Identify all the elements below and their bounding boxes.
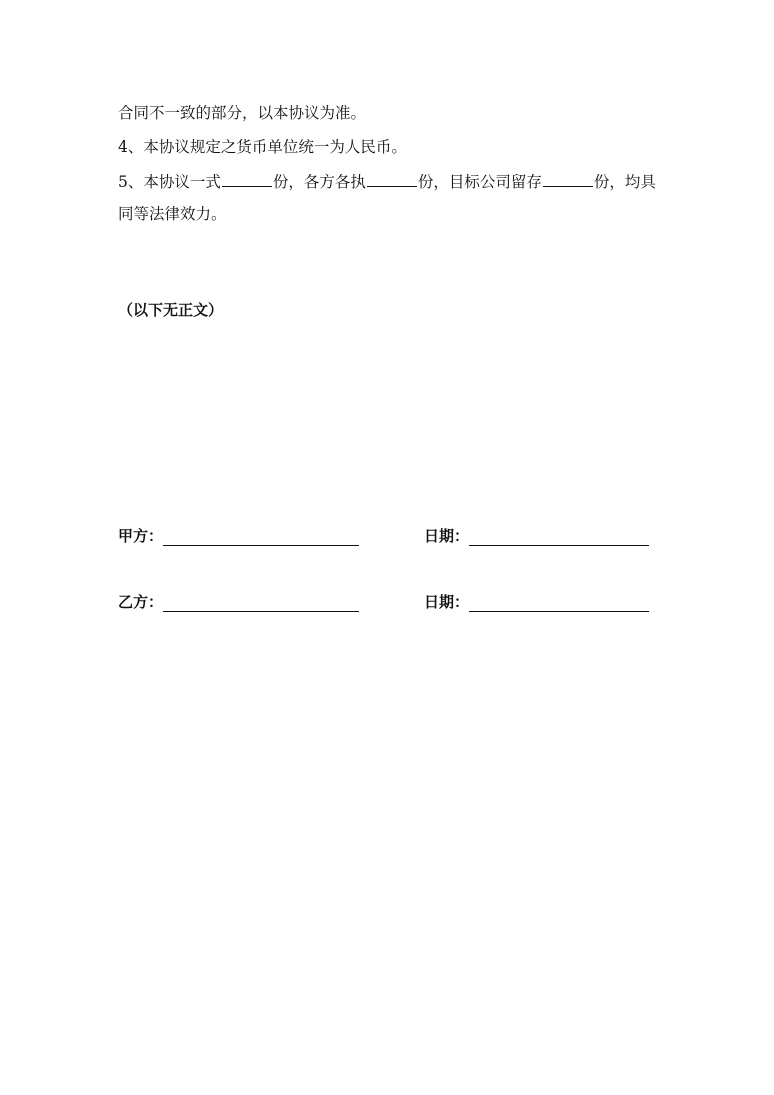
clause-5 [118,172,656,192]
party-a-signature-row [118,526,359,546]
copies-company-blank[interactable] [543,172,593,187]
party-b-date-row [424,592,649,612]
clause-5-part2: 份，目标公司留存 [417,173,542,191]
party-a-date-line[interactable] [469,527,649,546]
party-b-signature-row [118,592,359,612]
paragraph-continuation: 合同不一致的部分，以本协议为准。 [118,104,367,122]
copies-each-blank[interactable] [367,172,417,187]
copies-total-blank[interactable] [222,172,272,187]
clause-4: 4、本协议规定之货币单位统一为人民币。 [118,138,407,156]
party-b-signature-line[interactable] [163,593,359,612]
clause-5-prefix: 5、本协议一式 [118,173,221,191]
party-b-date-label: 日期： [424,593,470,611]
party-a-label: 甲方： [118,527,164,545]
clause-5-continuation: 同等法律效力。 [118,205,227,223]
party-b-label: 乙方： [118,593,164,611]
party-a-date-row [424,526,649,546]
clause-5-part1: 份，各方各执 [272,173,366,191]
party-a-signature-line[interactable] [163,527,359,546]
end-of-text-note: （以下无正文） [118,301,224,319]
party-b-date-line[interactable] [469,593,649,612]
clause-5-part3: 份，均具 [593,173,656,191]
party-a-date-label: 日期： [424,527,470,545]
